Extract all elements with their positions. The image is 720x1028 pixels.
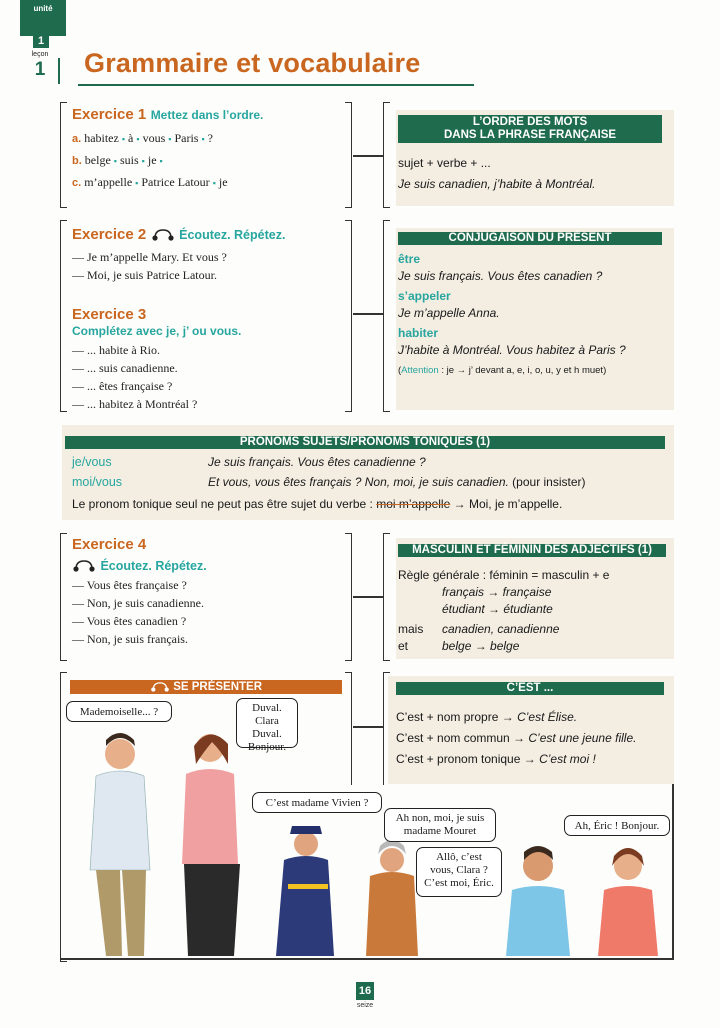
bubble-duval: Duval. Clara Duval. Bonjour. [236, 698, 298, 748]
ex23-bracket-left [60, 220, 67, 412]
page-number: 16 [356, 982, 374, 1000]
frame-bottom [60, 958, 674, 960]
ordre-bracket-left [383, 102, 390, 208]
ex4-connector [353, 596, 384, 598]
frame-right [672, 784, 674, 960]
conj-verb-etre: être [398, 252, 421, 266]
page-title: Grammaire et vocabulaire [84, 48, 421, 78]
conj-box [396, 228, 674, 410]
pronoms-row2-label: moi/vous [72, 475, 123, 489]
adj-bracket-left [383, 533, 390, 661]
unite-number: 1 [33, 34, 49, 48]
ex4-bracket-right [345, 533, 352, 661]
ex1-item-a: a. habitez ▪ à ▪ vous ▪ Paris ▪ ? [72, 131, 213, 145]
ex1-bracket-right [345, 102, 352, 208]
ex4-bracket-left [60, 533, 67, 661]
title-underline [78, 84, 474, 86]
cest-line-2: C’est + nom commun → C’est une jeune fille. [396, 731, 637, 745]
conj-example-etre: Je suis français. Vous êtes canadien ? [398, 269, 603, 283]
man-illustration [90, 733, 150, 956]
ex2-heading [72, 226, 285, 244]
ex4-heading [72, 557, 207, 575]
woman-phone-illustration [598, 848, 658, 956]
adj-box [396, 538, 674, 659]
ex4-line-2: — Non, je suis canadienne. [72, 596, 204, 610]
ordre-box-head: L’ORDRE DES MOTS DANS LA PHRASE FRANÇAISE [398, 115, 662, 143]
ex1-connector [353, 155, 384, 157]
pronoms-rule: Le pronom tonique seul ne peut pas être sujet du verbe : moi m’appelle → Moi, je m’appelle. [72, 497, 563, 511]
ordre-box [396, 110, 674, 206]
headphones-icon [151, 229, 175, 241]
headphones-icon [150, 682, 170, 692]
ex4-line-4: — Non, je suis français. [72, 632, 188, 646]
cest-line-3: C’est + pronom tonique → C’est moi ! [396, 752, 596, 766]
cest-box-head: C’EST ... [396, 682, 664, 695]
bubble-mademoiselle: Mademoiselle... ? [66, 701, 172, 722]
adj-mais-text: canadien, canadienne [442, 622, 560, 636]
pronoms-row1-label: je/vous [72, 455, 112, 469]
ex3-instruction: Complétez avec je, j’ ou vous. [72, 324, 242, 338]
unite-label: unité [33, 4, 53, 13]
bubble-allo: Allô, c’est vous, Clara ? C’est moi, Éric. [416, 847, 502, 897]
header-side-rule [58, 58, 60, 84]
bubble-madame-mouret: Ah non, moi, je suis madame Mouret [384, 808, 496, 842]
ex1-title: Exercice 1 [72, 106, 147, 123]
headphones-icon [72, 560, 96, 572]
ex3-line-3: — ... êtes française ? [72, 379, 173, 393]
ex3-line-2: — ... suis canadienne. [72, 361, 178, 375]
ex2-title: Exercice 2 [72, 226, 147, 243]
older-woman-illustration [366, 840, 418, 956]
ex1-instruction: Mettez dans l’ordre. [150, 108, 264, 122]
ex1-heading [72, 106, 263, 124]
conj-example-appeler: Je m’appelle Anna. [398, 306, 500, 320]
adj-box-head: MASCULIN ET FÉMININ DES ADJECTIFS (1) [398, 544, 666, 557]
unite-tab [20, 0, 66, 36]
adj-rule: Règle générale : féminin = masculin + e [398, 568, 610, 582]
ex2-instruction: Écoutez. Répétez. [179, 228, 286, 242]
ex3-line-4: — ... habitez à Montréal ? [72, 397, 198, 411]
adj-mais-label: mais [398, 622, 424, 636]
ex2-line-1: — Je m’appelle Mary. Et vous ? [72, 250, 227, 264]
ex4-line-1: — Vous êtes française ? [72, 578, 187, 592]
adj-et-text: belge → belge [442, 639, 520, 653]
mailman-illustration [276, 826, 334, 956]
ordre-example: Je suis canadien, j’habite à Montréal. [398, 177, 596, 191]
pronoms-box [62, 425, 674, 520]
ex23-bracket-right [345, 220, 352, 412]
ex3-line-1: — ... habite à Rio. [72, 343, 160, 357]
cest-line-1: C’est + nom propre → C’est Élise. [396, 710, 578, 724]
adj-et-label: et [398, 639, 409, 653]
ordre-rule: sujet + verbe + ... [398, 156, 491, 170]
adj-ex2: étudiant → étudiante [442, 602, 553, 616]
conj-box-head: CONJUGAISON DU PRÉSENT [398, 232, 662, 245]
ex1-bracket-left [60, 102, 67, 208]
conj-attention: (Attention : je → j’ devant a, e, i, o, u, y et h muet) [398, 365, 607, 376]
ex4-line-3: — Vous êtes canadien ? [72, 614, 187, 628]
pronoms-row1-text: Je suis français. Vous êtes canadienne ? [208, 455, 426, 469]
adj-ex1: français → française [442, 585, 552, 599]
man-phone-illustration [506, 846, 570, 956]
ex2-line-2: — Moi, je suis Patrice Latour. [72, 268, 217, 282]
conj-verb-habiter: habiter [398, 326, 439, 340]
conj-verb-appeler: s’appeler [398, 289, 451, 303]
woman-illustration [182, 734, 240, 956]
page-word: seize [356, 1002, 374, 1009]
ex3-title: Exercice 3 [72, 306, 147, 323]
ex1-item-c: c. m’appelle ▪ Patrice Latour ▪ je [72, 175, 228, 189]
ex4-instruction: Écoutez. Répétez. [100, 559, 207, 573]
lecon-label: leçon [31, 51, 49, 58]
bubble-eric-bonjour: Ah, Éric ! Bonjour. [564, 815, 670, 836]
bubble-madame-vivien: C’est madame Vivien ? [252, 792, 382, 813]
ex1-item-b: b. belge ▪ suis ▪ je ▪ [72, 153, 163, 167]
ex4-title: Exercice 4 [72, 536, 147, 553]
conj-example-habiter: J’habite à Montréal. Vous habitez à Paris ? [398, 343, 626, 357]
pronoms-box-head: PRONOMS SUJETS/PRONOMS TONIQUES (1) [65, 436, 665, 449]
ex23-connector [353, 313, 384, 315]
pronoms-row2-text: Et vous, vous êtes français ? Non, moi, je suis canadien. (pour insister) [208, 475, 586, 489]
presenter-head: SE PRÉSENTER [70, 680, 342, 694]
conj-bracket-left [383, 220, 390, 412]
lecon-number: 1 [34, 59, 46, 80]
